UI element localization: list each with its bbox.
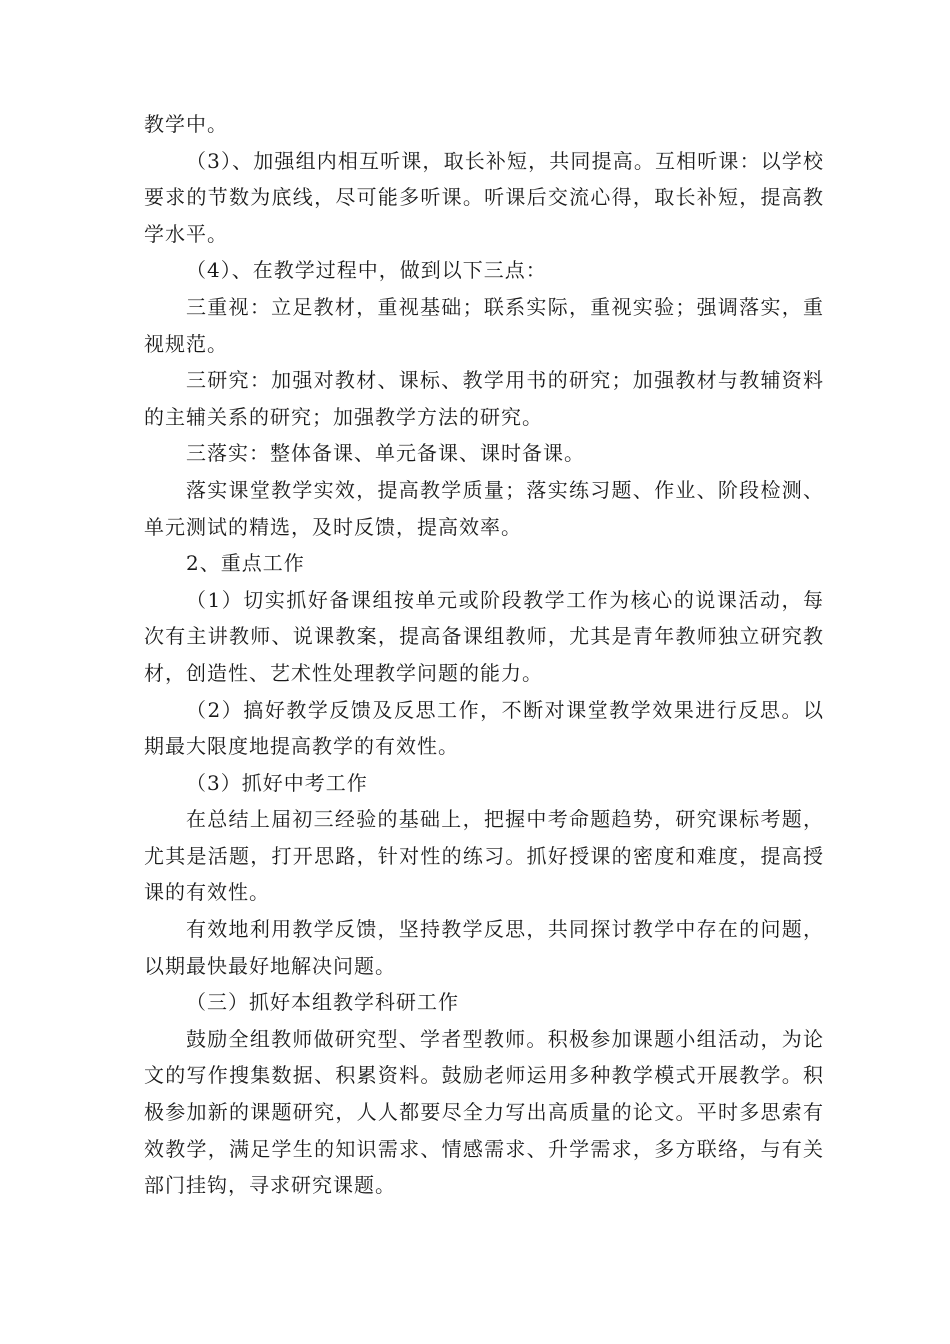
paragraph-feedback-reflection: （2）搞好教学反馈及反思工作，不断对课堂教学效果进行反思。以期最大限度地提高教学的有效性。 <box>144 697 824 759</box>
paragraph-peer-observation: （3）、加强组内相互听课，取长补短，共同提高。互相听课：以学校要求的节数为底线，尽可能多听课。听课后交流心得，取长补短，提高教学水平。 <box>144 148 824 246</box>
paragraph-lesson-preparation: （1）切实抓好备课组按单元或阶段教学工作为核心的说课活动，每次有主讲教师、说课教案，提高备课组教师，尤其是青年教师独立研究教材，创造性、艺术性处理教学问题的能力。 <box>144 587 824 685</box>
section-heading-research: （三）抓好本组教学科研工作 <box>186 990 459 1015</box>
paragraph-research-work: 鼓励全组教师做研究型、学者型教师。积极参加课题小组活动，为论文的写作搜集数据、积累资料。鼓励老师运用多种教学模式开展教学。积极参加新的课题研究，人人都要尽全力写出高质量的论文。平时多思索有效教学，满足学生的知识需求、情感需求、升学需求，多方联络，与有关部门挂钩，寻求研究课题。 <box>144 1026 824 1198</box>
paragraph-three-points-intro: （4）、在教学过程中，做到以下三点： <box>186 258 547 283</box>
paragraph-three-implementations: 三落实：整体备课、单元备课、课时备课。 <box>186 441 585 466</box>
paragraph-exam-strategy: 在总结上届初三经验的基础上，把握中考命题趋势，研究课标考题，尤其是活题，打开思路，针对性的练习。抓好授课的密度和难度，提高授课的有效性。 <box>144 807 824 905</box>
document-body <box>144 106 824 1204</box>
paragraph-teaching-feedback: 有效地利用教学反馈，坚持教学反思，共同探讨教学中存在的问题，以期最快最好地解决问题。 <box>144 917 824 978</box>
paragraph-three-emphases: 三重视：立足教材，重视基础；联系实际，重视实验；强调落实，重视规范。 <box>144 294 824 356</box>
subheading-exam-work: （3）抓好中考工作 <box>186 770 368 795</box>
paragraph-classroom-effectiveness: 落实课堂教学实效，提高教学质量；落实练习题、作业、阶段检测、单元测试的精选，及时反馈，提高效率。 <box>144 477 824 539</box>
section-heading-key-work: 2、重点工作 <box>186 551 305 576</box>
paragraph-three-studies: 三研究：加强对教材、课标、教学用书的研究；加强教材与教辅资料的主辅关系的研究；加强教学方法的研究。 <box>144 368 824 429</box>
paragraph-continuation: 教学中。 <box>144 112 228 136</box>
